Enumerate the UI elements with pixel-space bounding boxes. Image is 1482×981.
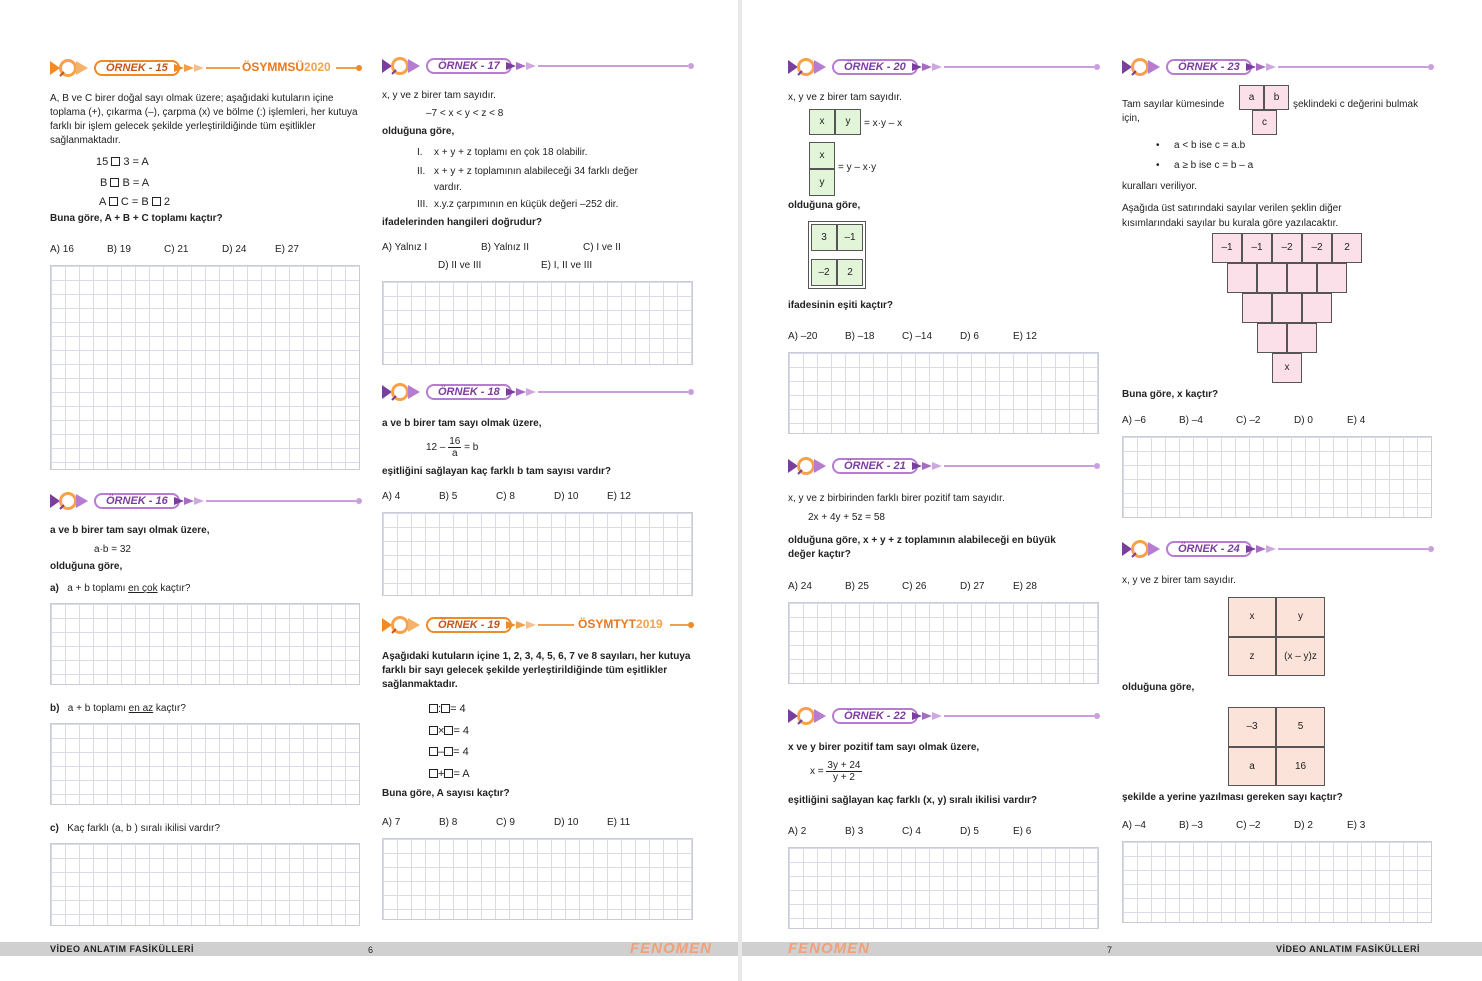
ornek-24-option-a[interactable]: A) –4 bbox=[1122, 820, 1146, 831]
ornek-21-option-b[interactable]: B) 25 bbox=[845, 581, 869, 592]
pyramid-cell bbox=[1287, 263, 1317, 293]
ornek-17-option-a[interactable]: A) Yalnız I bbox=[382, 242, 428, 253]
ornek-24-given: olduğuna göre, bbox=[1122, 682, 1195, 693]
arrow-icon bbox=[912, 462, 942, 470]
ornek-24-value-a: a bbox=[1228, 747, 1276, 786]
ornek-24-value-2: 5 bbox=[1276, 707, 1325, 747]
ornek-17-option-e[interactable]: E) I, II ve III bbox=[541, 260, 593, 271]
ornek-23-rule2: a ≥ b ise c = b – a bbox=[1174, 160, 1254, 171]
ornek-15-option-c[interactable]: C) 21 bbox=[164, 244, 189, 255]
ornek-22-title: ÖRNEK - 22 bbox=[832, 708, 918, 724]
ornek-20-box1-x: x bbox=[809, 109, 835, 135]
ornek-17-statement-ii: x + y + z toplamının alabileceği 34 farklı değer bbox=[434, 166, 639, 177]
ornek-21-eq: 2x + 4y + 5z = 58 bbox=[808, 512, 885, 523]
ornek-23-rules-given: kuralları veriliyor. bbox=[1122, 181, 1198, 192]
ornek-21-header bbox=[788, 456, 1100, 476]
ornek-20-cell-2: –1 bbox=[837, 224, 863, 251]
magnifier-icon bbox=[1122, 539, 1160, 559]
ornek-16a-scratch-grid bbox=[50, 603, 360, 685]
ornek-24-cell-y: y bbox=[1276, 597, 1325, 637]
ornek-22-eq: x = $\frac{3y + 24}{y + 2}$ bbox=[810, 760, 861, 783]
ornek-23-option-e[interactable]: E) 4 bbox=[1347, 415, 1366, 426]
ornek-23-rule1: a < b ise c = a.b bbox=[1174, 140, 1246, 151]
ornek-17-option-b[interactable]: B) Yalnız II bbox=[481, 242, 529, 253]
ornek-23-title: ÖRNEK - 23 bbox=[1166, 59, 1252, 75]
magnifier-icon bbox=[1122, 57, 1160, 77]
ornek-20-option-c[interactable]: C) –14 bbox=[902, 331, 933, 342]
pyramid-cell bbox=[1302, 293, 1332, 323]
ornek-16-given: olduğuna göre, bbox=[50, 561, 123, 572]
ornek-20-cell-1: 3 bbox=[811, 224, 837, 251]
ornek-19-header bbox=[382, 615, 694, 635]
ornek-22-question: eşitliğini sağlayan kaç farklı (x, y) sıralı ikilisi vardır? bbox=[788, 795, 1038, 806]
ornek-16-eq: a·b = 32 bbox=[94, 544, 131, 555]
ornek-17-text: x, y ve z birer tam sayıdır. bbox=[382, 90, 496, 101]
ornek-21-option-d[interactable]: D) 27 bbox=[960, 581, 985, 592]
ornek-16c-scratch-grid bbox=[50, 843, 360, 926]
ornek-17-title: ÖRNEK - 17 bbox=[426, 58, 512, 74]
ornek-17-question: ifadelerinden hangileri doğrudur? bbox=[382, 217, 543, 228]
ornek-17-eq: –7 < x < y < z < 8 bbox=[426, 108, 504, 119]
ornek-15-option-e[interactable]: E) 27 bbox=[275, 244, 299, 255]
ornek-18-option-d[interactable]: D) 10 bbox=[554, 491, 579, 502]
ornek-16b-scratch-grid bbox=[50, 723, 360, 805]
ornek-23-def-b: b bbox=[1264, 85, 1289, 110]
ornek-17-option-c[interactable]: C) I ve II bbox=[583, 242, 621, 253]
ornek-18-header bbox=[382, 382, 694, 402]
ornek-16-text: a ve b birer tam sayı olmak üzere, bbox=[50, 525, 210, 536]
ornek-24-cell-z: z bbox=[1228, 637, 1276, 676]
ornek-24-option-c[interactable]: C) –2 bbox=[1236, 820, 1261, 831]
ornek-15-scratch-grid bbox=[50, 265, 360, 470]
pyramid-top-cell: 2 bbox=[1332, 233, 1362, 263]
arrow-icon bbox=[506, 388, 536, 396]
pyramid-cell bbox=[1257, 263, 1287, 293]
ornek-20-box2-y: y bbox=[809, 169, 835, 196]
ornek-15-question: Buna göre, A + B + C toplamı kaçtır? bbox=[50, 213, 223, 224]
ornek-22-option-b[interactable]: B) 3 bbox=[845, 826, 864, 837]
ornek-18-option-e[interactable]: E) 12 bbox=[607, 491, 631, 502]
pyramid-cell bbox=[1317, 263, 1347, 293]
ornek-20-def1: = x·y – x bbox=[864, 118, 903, 129]
ornek-24-header bbox=[1122, 539, 1434, 559]
ornek-15-text: A, B ve C birer doğal sayı olmak üzere; aşağıdaki kutuların içine toplama (+), çıkarma (–), çarpma (x) ve bölme (:) işlemleri, her kutuya farklı bir işlem gelecek şekilde yerleştirildiğinde tüm eşitlikler sağlanmaktadır. bbox=[50, 93, 358, 146]
pyramid-top-cell: –1 bbox=[1242, 233, 1272, 263]
ornek-18-eq: 12 – $\frac{16}{a}$ = b bbox=[426, 436, 479, 459]
ornek-16-part-a: a) a + b toplamı en çok kaçtır? bbox=[50, 583, 191, 594]
arrow-icon bbox=[506, 621, 536, 629]
ornek-21-title: ÖRNEK - 21 bbox=[832, 458, 918, 474]
arrow-icon bbox=[174, 497, 204, 505]
left-brand-logo: FENOMEN bbox=[630, 940, 712, 957]
ornek-19-eq3: – = 4 bbox=[429, 745, 469, 759]
ornek-15-title: ÖRNEK - 15 bbox=[94, 60, 180, 76]
ornek-23-text: Tam sayılar kümesinde bbox=[1122, 99, 1225, 110]
ornek-19-scratch-grid bbox=[382, 838, 693, 920]
ornek-17-scratch-grid bbox=[382, 281, 693, 365]
ornek-19-option-e[interactable]: E) 11 bbox=[607, 817, 631, 828]
ornek-20-title: ÖRNEK - 20 bbox=[832, 59, 918, 75]
ornek-20-def2: = y – x·y bbox=[838, 162, 877, 173]
arrow-icon bbox=[1246, 545, 1276, 553]
ornek-21-question-cont: değer kaçtır? bbox=[788, 549, 851, 560]
left-page bbox=[0, 0, 738, 981]
ornek-17-statement-iii-num: III. bbox=[417, 199, 429, 210]
ornek-24-value-4: 16 bbox=[1276, 747, 1325, 786]
ornek-19-option-c[interactable]: C) 9 bbox=[496, 817, 515, 828]
ornek-24-question: şekilde a yerine yazılması gereken sayı kaçtır? bbox=[1122, 792, 1343, 803]
ornek-17-header bbox=[382, 56, 694, 76]
ornek-20-given: olduğuna göre, bbox=[788, 200, 861, 211]
ornek-23-desc: Aşağıda üst satırındaki sayılar verilen şeklin diğer bbox=[1122, 203, 1342, 214]
arrow-icon bbox=[912, 63, 942, 71]
pyramid-bottom-cell: x bbox=[1272, 353, 1302, 383]
ornek-22-text: x ve y birer pozitif tam sayı olmak üzere, bbox=[788, 742, 980, 753]
ornek-23-def-a: a bbox=[1239, 85, 1264, 110]
ornek-23-question: Buna göre, x kaçtır? bbox=[1122, 389, 1219, 400]
magnifier-icon bbox=[382, 56, 420, 76]
ornek-18-text: a ve b birer tam sayı olmak üzere, bbox=[382, 418, 542, 429]
left-footer-text: VİDEO ANLATIM FASİKÜLLERİ bbox=[50, 944, 194, 954]
ornek-23-option-a[interactable]: A) –6 bbox=[1122, 415, 1146, 426]
ornek-15-eq1: 15 3 = A bbox=[96, 156, 149, 168]
ornek-24-value-1: –3 bbox=[1228, 707, 1276, 747]
ornek-24-text: x, y ve z birer tam sayıdır. bbox=[1122, 575, 1236, 586]
pyramid-top-cell: –2 bbox=[1302, 233, 1332, 263]
ornek-23-rule2-bullet: • bbox=[1156, 160, 1160, 171]
ornek-19-eq1: : = 4 bbox=[429, 702, 466, 716]
ornek-19-source: ÖSYMTYT2019 bbox=[578, 617, 663, 631]
ornek-18-question: eşitliğini sağlayan kaç farklı b tam sayısı vardır? bbox=[382, 466, 611, 477]
ornek-22-scratch-grid bbox=[788, 847, 1099, 929]
ornek-18-scratch-grid bbox=[382, 512, 693, 596]
ornek-20-option-b[interactable]: B) –18 bbox=[845, 331, 875, 342]
ornek-20-option-d[interactable]: D) 6 bbox=[960, 331, 979, 342]
ornek-23-option-b[interactable]: B) –4 bbox=[1179, 415, 1203, 426]
ornek-19-option-d[interactable]: D) 10 bbox=[554, 817, 579, 828]
ornek-15-option-d[interactable]: D) 24 bbox=[222, 244, 247, 255]
ornek-19-option-a[interactable]: A) 7 bbox=[382, 817, 401, 828]
right-footer-text: VİDEO ANLATIM FASİKÜLLERİ bbox=[1276, 944, 1420, 954]
ornek-19-option-b[interactable]: B) 8 bbox=[439, 817, 458, 828]
pyramid-top-cell: –2 bbox=[1272, 233, 1302, 263]
ornek-20-box2-x: x bbox=[809, 142, 835, 169]
magnifier-icon bbox=[382, 382, 420, 402]
ornek-15-header bbox=[50, 58, 362, 78]
pyramid-cell bbox=[1227, 263, 1257, 293]
ornek-18-option-a[interactable]: A) 4 bbox=[382, 491, 401, 502]
ornek-24-option-b[interactable]: B) –3 bbox=[1179, 820, 1203, 831]
ornek-18-option-c[interactable]: C) 8 bbox=[496, 491, 515, 502]
ornek-24-scratch-grid bbox=[1122, 841, 1432, 923]
ornek-20-question: ifadesinin eşiti kaçtır? bbox=[788, 300, 894, 311]
ornek-21-scratch-grid bbox=[788, 602, 1099, 684]
ornek-24-option-d[interactable]: D) 2 bbox=[1294, 820, 1313, 831]
magnifier-icon bbox=[382, 615, 420, 635]
ornek-18-title: ÖRNEK - 18 bbox=[426, 384, 512, 400]
left-page-number: 6 bbox=[368, 945, 374, 955]
right-page-number: 7 bbox=[1107, 945, 1113, 955]
ornek-21-option-c[interactable]: C) 26 bbox=[902, 581, 927, 592]
ornek-16-title: ÖRNEK - 16 bbox=[94, 493, 180, 509]
ornek-19-question: Buna göre, A sayısı kaçtır? bbox=[382, 788, 510, 799]
ornek-17-statement-iii: x.y.z çarpımının en küçük değeri –252 dir. bbox=[434, 199, 619, 210]
magnifier-icon bbox=[50, 58, 88, 78]
arrow-icon bbox=[912, 712, 942, 720]
arrow-icon bbox=[174, 64, 204, 72]
ornek-15-eq3: A C = B 2 bbox=[99, 196, 170, 208]
ornek-17-statement-i-num: I. bbox=[417, 147, 423, 158]
ornek-24-cell-x: x bbox=[1228, 597, 1276, 637]
ornek-24-title: ÖRNEK - 24 bbox=[1166, 541, 1252, 557]
magnifier-icon bbox=[788, 706, 826, 726]
ornek-19-text: Aşağıdaki kutuların içine 1, 2, 3, 4, 5, 6, 7 ve 8 sayıları, her kutuya farklı bir sayı gelecek şekilde yerleştirildiğinde tüm eşitlikler sağlanmaktadır. bbox=[382, 651, 691, 690]
ornek-20-option-a[interactable]: A) –20 bbox=[788, 331, 818, 342]
ornek-22-header bbox=[788, 706, 1100, 726]
arrow-icon bbox=[1246, 63, 1276, 71]
ornek-17-statement-ii-num: II. bbox=[417, 166, 426, 177]
ornek-21-option-a[interactable]: A) 24 bbox=[788, 581, 812, 592]
ornek-22-option-a[interactable]: A) 2 bbox=[788, 826, 807, 837]
ornek-22-option-d[interactable]: D) 5 bbox=[960, 826, 979, 837]
ornek-20-option-e[interactable]: E) 12 bbox=[1013, 331, 1037, 342]
ornek-17-given: olduğuna göre, bbox=[382, 126, 455, 137]
ornek-22-option-e[interactable]: E) 6 bbox=[1013, 826, 1032, 837]
ornek-15-option-b[interactable]: B) 19 bbox=[107, 244, 131, 255]
ornek-24-cell-result: (x – y)z bbox=[1276, 637, 1325, 676]
ornek-23-desc-cont: kısımlarındaki sayılar bu kurala göre yazılacaktır. bbox=[1122, 218, 1339, 229]
ornek-15-option-a[interactable]: A) 16 bbox=[50, 244, 74, 255]
ornek-21-option-e[interactable]: E) 28 bbox=[1013, 581, 1037, 592]
pyramid-cell bbox=[1257, 323, 1287, 353]
ornek-16-part-c: c) Kaç farklı (a, b ) sıralı ikilisi vardır? bbox=[50, 823, 221, 834]
ornek-23-text-post2: için, bbox=[1122, 113, 1140, 124]
ornek-23-rule1-bullet: • bbox=[1156, 140, 1160, 151]
pyramid-top-cell: –1 bbox=[1212, 233, 1242, 263]
ornek-21-question: olduğuna göre, x + y + z toplamının alabileceği en büyük bbox=[788, 535, 1056, 546]
ornek-23-header bbox=[1122, 57, 1434, 77]
ornek-20-cell-3: –2 bbox=[811, 259, 837, 286]
right-page bbox=[742, 0, 1482, 981]
ornek-20-header bbox=[788, 57, 1100, 77]
ornek-23-scratch-grid bbox=[1122, 436, 1432, 518]
ornek-23-option-d[interactable]: D) 0 bbox=[1294, 415, 1313, 426]
ornek-20-box1-y: y bbox=[835, 109, 861, 135]
ornek-20-cell-4: 2 bbox=[837, 259, 863, 286]
pyramid-cell bbox=[1287, 323, 1317, 353]
ornek-20-text: x, y ve z birer tam sayıdır. bbox=[788, 92, 902, 103]
pyramid-cell bbox=[1242, 293, 1272, 323]
ornek-19-eq4: + = A bbox=[429, 767, 470, 781]
ornek-24-option-e[interactable]: E) 3 bbox=[1347, 820, 1366, 831]
ornek-21-text: x, y ve z birbirinden farklı birer pozitif tam sayıdır. bbox=[788, 493, 1005, 504]
magnifier-icon bbox=[50, 491, 88, 511]
ornek-18-option-b[interactable]: B) 5 bbox=[439, 491, 458, 502]
ornek-17-statement-i: x + y + z toplamı en çok 18 olabilir. bbox=[434, 147, 588, 158]
magnifier-icon bbox=[788, 57, 826, 77]
ornek-19-eq2: × = 4 bbox=[429, 724, 469, 738]
ornek-23-def-c: c bbox=[1252, 110, 1277, 135]
magnifier-icon bbox=[788, 456, 826, 476]
ornek-17-statement-ii-cont: vardır. bbox=[434, 182, 462, 193]
ornek-22-option-c[interactable]: C) 4 bbox=[902, 826, 921, 837]
ornek-15-eq2: B B = A bbox=[100, 177, 150, 189]
ornek-19-title: ÖRNEK - 19 bbox=[426, 617, 512, 633]
ornek-16-header bbox=[50, 491, 362, 511]
right-brand-logo: FENOMEN bbox=[788, 940, 870, 957]
ornek-23-text-post: şeklindeki c değerini bulmak bbox=[1293, 99, 1419, 110]
ornek-17-option-d[interactable]: D) II ve III bbox=[438, 260, 482, 271]
ornek-23-option-c[interactable]: C) –2 bbox=[1236, 415, 1261, 426]
ornek-20-scratch-grid bbox=[788, 352, 1099, 434]
pyramid-cell bbox=[1272, 293, 1302, 323]
arrow-icon bbox=[506, 62, 536, 70]
ornek-16-part-b: b) a + b toplamı en az kaçtır? bbox=[50, 703, 186, 714]
ornek-15-source: ÖSYMMSÜ2020 bbox=[242, 60, 331, 74]
